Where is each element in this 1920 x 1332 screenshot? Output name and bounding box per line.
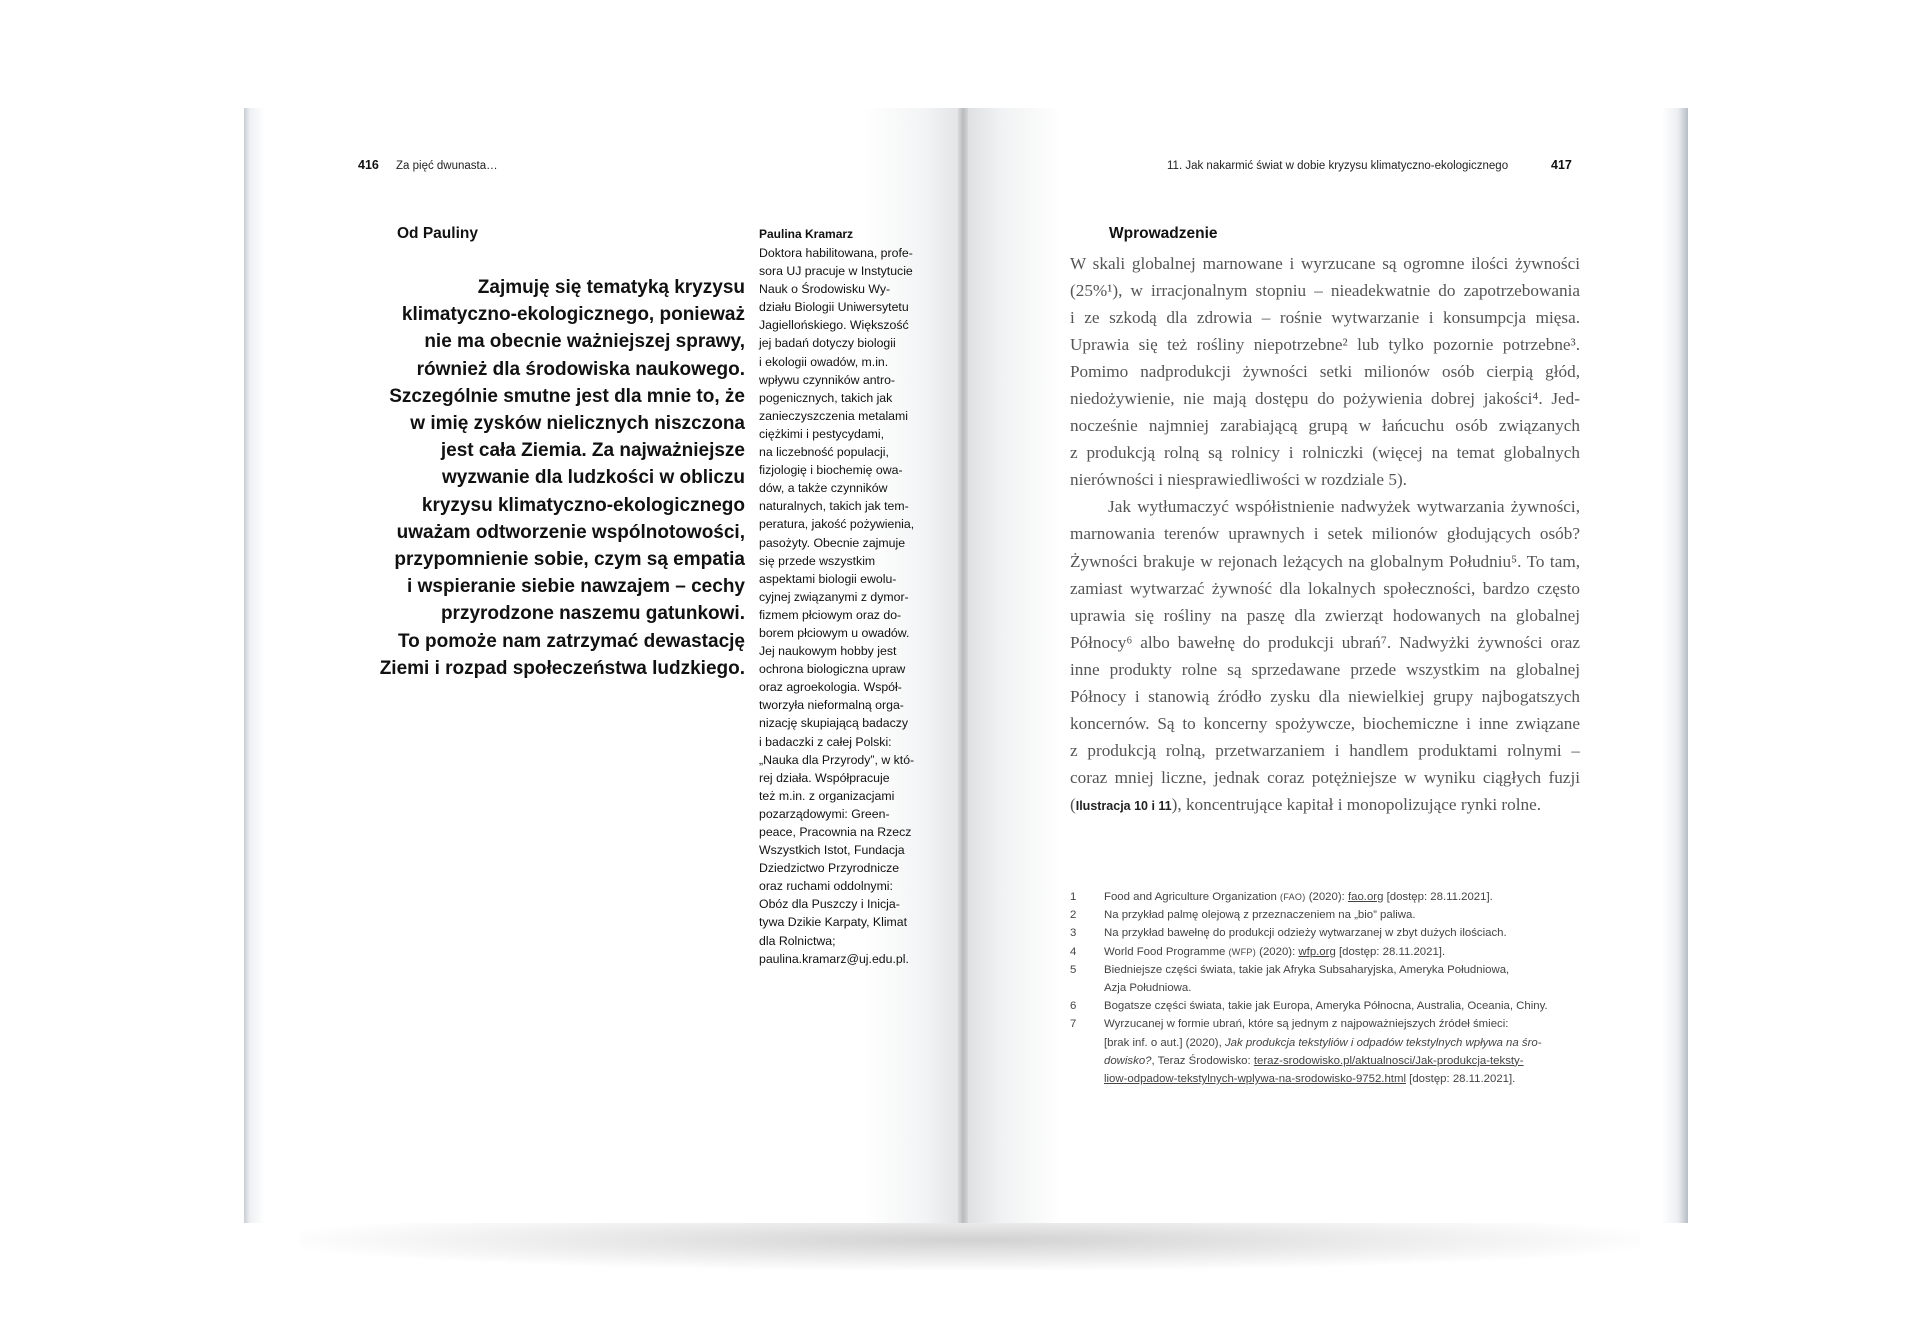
footnote-text: [brak inf. o aut.] (2020),	[1104, 1036, 1225, 1049]
quote-line: Zajmuję się tematyką kryzysu	[477, 277, 745, 298]
body-text-fragment: (	[1070, 794, 1076, 814]
footnote-text: Na przykład bawełnę do produkcji odzieży wytwarzanej w zbyt dużych ilościach.	[1104, 927, 1507, 940]
quote-line: nie ma obecnie ważniejszej sprawy,	[424, 331, 745, 353]
bio-line: Doktora habilitowana, profe-	[759, 246, 913, 260]
footnote	[1070, 961, 1590, 997]
footnote-number: 5	[1070, 963, 1077, 976]
footnote-abbr: (WFP)	[1228, 946, 1256, 957]
bio-line: ochrona biologiczna upraw	[759, 662, 906, 677]
footnote-text: , Teraz Środowisko:	[1151, 1054, 1254, 1067]
bio-line: pogenicznych, takich jak	[759, 390, 893, 405]
bio-line: peace, Pracownia na Rzecz	[759, 825, 912, 839]
bio-line: borem płciowym u owadów.	[759, 625, 910, 640]
body-line: niedożywienie, nie mają dostępu do pożywienia dobrej jakości⁴. Jed-	[1070, 389, 1580, 409]
bio-line: zanieczyszczenia metalami	[759, 408, 908, 423]
bio-line: ciężkimi i pestycydami,	[759, 426, 885, 441]
body-line: uprawia się rośliny na paszę dla zwierząt hodowanych na globalnej	[1070, 605, 1580, 625]
bio-line: naturalnych, takich jak tem-	[759, 499, 909, 514]
quote-line: uważam odtworzenie wspólnotowości,	[396, 521, 745, 543]
footnote-text: [dostęp: 28.11.2021].	[1335, 945, 1446, 958]
bio-line: Jej naukowym hobby jest	[759, 644, 897, 659]
footnote-text: Wyrzucanej w formie ubrań, które są jednym z najpoważniejszych źródeł śmieci:	[1104, 1018, 1509, 1031]
body-line: Uprawia się też rośliny niepotrzebne² lub tylko pozornie potrzebne³.	[1070, 335, 1580, 355]
left-section-title: Od Pauliny	[397, 225, 478, 242]
quote-line: jest cała Ziemia. Za najważniejsze	[440, 440, 745, 462]
quote-line: przypomnienie sobie, czym są empatia	[394, 549, 745, 571]
body-line: koncernów. Są to koncerny spożywcze, biochemiczne i inne związane	[1070, 713, 1580, 733]
bio-line: rej działa. Współpracuje	[759, 770, 890, 785]
footnote-number: 7	[1070, 1018, 1077, 1031]
footnote-number: 4	[1070, 945, 1077, 958]
footnotes	[1070, 888, 1590, 1088]
quote-line: Ziemi i rozpad społeczeństwa ludzkiego.	[379, 657, 745, 679]
footnote-link[interactable]: liow-odpadow-tekstylnych-wplywa-na-srodowisko-9752.html	[1104, 1073, 1406, 1086]
body-line: zamiast wytwarzać żywność dla lokalnych społeczności, bardzo często	[1070, 578, 1580, 598]
bio-line: oraz ruchami oddolnymi:	[759, 879, 893, 894]
bio-line: pozarządowymi: Green-	[759, 806, 890, 821]
body-line: nierówności i niesprawiedliwości w rozdziale 5).	[1070, 470, 1407, 490]
bio-line: fizmem płciowym oraz do-	[759, 607, 902, 622]
bio-line: na liczebność populacji,	[759, 445, 889, 460]
body-line: Żywności brakuje w rejonach leżących na globalnym Południu⁵. To tam,	[1070, 551, 1580, 571]
body-line: inne produkty rolne są sprzedawane przede wszystkim na globalnej	[1070, 659, 1580, 679]
quote-line: również dla środowiska naukowego.	[416, 358, 745, 380]
quote-line: To pomoże nam zatrzymać dewastację	[397, 630, 745, 652]
right-section-title: Wprowadzenie	[1109, 225, 1218, 242]
bio-line: jej badań dotyczy biologii	[759, 336, 896, 351]
footnote-abbr: (FAO)	[1280, 892, 1306, 902]
quote-line: kryzysu klimatyczno-ekologicznego	[421, 494, 745, 516]
footnote-text: [dostęp: 28.11.2021].	[1405, 1073, 1516, 1086]
illustration-reference: Ilustracja 10 i 11	[1075, 798, 1172, 813]
bio-line: cyjnej związanymi z dymor-	[759, 589, 909, 604]
footnote-title: dowisko?	[1104, 1054, 1152, 1067]
footnote-number: 6	[1070, 1000, 1077, 1013]
footnote	[1070, 943, 1590, 961]
bio-line: też m.in. z organizacjami	[759, 788, 895, 803]
body-line: W skali globalnej marnowane i wyrzucane są ogromne ilości żywności	[1070, 254, 1580, 273]
quote-line: Szczególnie smutne jest dla mnie to, że	[389, 385, 745, 407]
footnote-text: Biedniejsze części świata, takie jak Afryka Subsaharyjska, Ameryka Południowa,	[1104, 963, 1510, 976]
body-line: Pomimo nadprodukcji żywności setki milionów osób cierpią głód,	[1070, 362, 1580, 382]
footnote-number: 2	[1070, 909, 1077, 922]
body-line: Północy i stanowią źródło zysku dla niewielkiej grupy najbogatszych	[1070, 686, 1580, 706]
bio-line: oraz agroekologia. Współ-	[759, 680, 902, 695]
body-line: (25%¹), w irracjonalnym stopniu – nieadekwatnie do zapotrzebowania	[1070, 281, 1580, 301]
body-line: coraz mniej liczne, jednak coraz potężniejsze w wyniku ciągłych fuzji	[1070, 767, 1580, 787]
footnote-link[interactable]: teraz-srodowisko.pl/aktualnosci/Jak-produkcja-teksty-	[1253, 1054, 1524, 1067]
body-line: z produkcją rolną, przetwarzaniem i handlem produktami rolnymi –	[1070, 740, 1580, 760]
bio-line: sora UJ pracuje w Instytucie	[759, 264, 913, 279]
bio-line: tywa Dzikie Karpaty, Klimat	[759, 915, 908, 930]
footnote-link[interactable]: fao.org	[1347, 891, 1384, 903]
body-line: i ze szkodą dla zdrowia – rośnie wytwarzanie i konsumpcja mięsa.	[1070, 308, 1580, 328]
footnote-text: [dostęp: 28.11.2021].	[1383, 891, 1493, 903]
right-running-head: 11. Jak nakarmić świat w dobie kryzysu klimatyczno-ekologicznego	[1167, 160, 1509, 172]
quote-line: wyzwanie dla ludzkości w obliczu	[441, 467, 745, 489]
book-spine	[958, 108, 968, 1223]
quote-line: klimatyczno-ekologicznego, ponieważ	[401, 304, 745, 326]
left-running-head: Za pięć dwunasta…	[396, 160, 498, 172]
bio-line: Obóz dla Puszczy i Inicja-	[759, 897, 900, 912]
bio-line: Jagiellońskiego. Większość	[759, 318, 909, 333]
left-folio: 416	[358, 158, 379, 172]
footnote-title: Jak produkcja tekstyliów i odpadów tekstylnych wpływa na śro-	[1224, 1036, 1542, 1049]
body-line: marnowania terenów uprawnych i setek milionów głodujących osób?	[1070, 524, 1580, 544]
body-line	[1070, 791, 1580, 820]
footnote-text: (2020):	[1305, 891, 1348, 903]
bio-line: fizjologię i biochemię owa-	[759, 463, 903, 478]
bio-line: peratura, jakość pożywienia,	[759, 517, 915, 532]
bio-line: nizację skupiającą badaczy	[759, 716, 909, 731]
body-text	[1070, 250, 1580, 820]
bio-line: i badaczki z całej Polski:	[759, 734, 892, 749]
footnote-text: Food and Agriculture Organization	[1104, 891, 1281, 903]
bio-line: paulina.kramarz@uj.edu.pl.	[759, 951, 909, 966]
footnote-number: 3	[1070, 927, 1077, 940]
body-line: Jak wytłumaczyć współistnienie nadwyżek wytwarzania żywności,	[1108, 497, 1580, 517]
footnote-text: World Food Programme	[1104, 945, 1229, 958]
body-line: nocześnie najmniej zarabiającą grupą w łańcuchu osób związanych	[1070, 416, 1580, 436]
bio-line: się przede wszystkim	[759, 553, 876, 568]
footnote-text: Bogatsze części świata, takie jak Europa, Ameryka Północna, Australia, Oceania, Chiny.	[1104, 1000, 1548, 1013]
body-line: Północy⁶ albo bawełnę do produkcji ubrań⁷. Nadwyżki żywności oraz	[1070, 632, 1580, 652]
bio-name: Paulina Kramarz	[759, 227, 854, 241]
footnote	[1070, 888, 1590, 906]
pull-quote	[355, 274, 745, 682]
bio-line: aspektami biologii ewolu-	[759, 571, 897, 586]
quote-line: w imię zysków nielicznych niszczona	[410, 413, 745, 435]
body-line: z produkcją rolną są rolnicy i rolniczki (więcej na temat globalnych	[1070, 443, 1580, 463]
bio-line: dla Rolnictwa;	[759, 933, 836, 948]
bio-line: działu Biologii Uniwersytetu	[759, 300, 909, 315]
bio-line: i ekologii owadów, m.in.	[759, 354, 889, 369]
quote-line: i wspieranie siebie nawzajem – cechy	[407, 576, 745, 598]
footnote	[1070, 906, 1590, 924]
bio-line: pasożyty. Obecnie zajmuje	[759, 535, 906, 550]
footnote-text: Na przykład palmę olejową z przeznaczeniem na „bio” paliwa.	[1104, 909, 1416, 922]
footnote-number: 1	[1070, 891, 1077, 903]
footnote-text: Azja Południowa.	[1104, 982, 1192, 995]
footnote	[1070, 924, 1590, 942]
quote-line: przyrodzone naszemu gatunkowi.	[440, 603, 745, 625]
bio-line: wpływu czynników antro-	[759, 372, 895, 387]
bio-line: Dziedzictwo Przyrodnicze	[759, 861, 900, 876]
footnote	[1070, 997, 1590, 1015]
bio-line: tworzyła nieformalną orga-	[759, 698, 904, 713]
body-text-fragment: ), koncentrujące kapitał i monopolizujące rynki rolne.	[1171, 794, 1542, 814]
right-folio: 417	[1551, 158, 1572, 172]
bio-line: Wszystkich Istot, Fundacja	[759, 843, 905, 858]
footnote	[1070, 1015, 1590, 1088]
bio-line: „Nauka dla Przyrody”, w któ-	[759, 752, 915, 767]
footnote-text: (2020):	[1256, 945, 1299, 958]
bio-line: dów, a także czynników	[759, 481, 888, 496]
bio-text	[759, 244, 959, 968]
bio-line: Nauk o Środowisku Wy-	[759, 282, 891, 297]
footnote-link[interactable]: wfp.org	[1298, 945, 1336, 958]
